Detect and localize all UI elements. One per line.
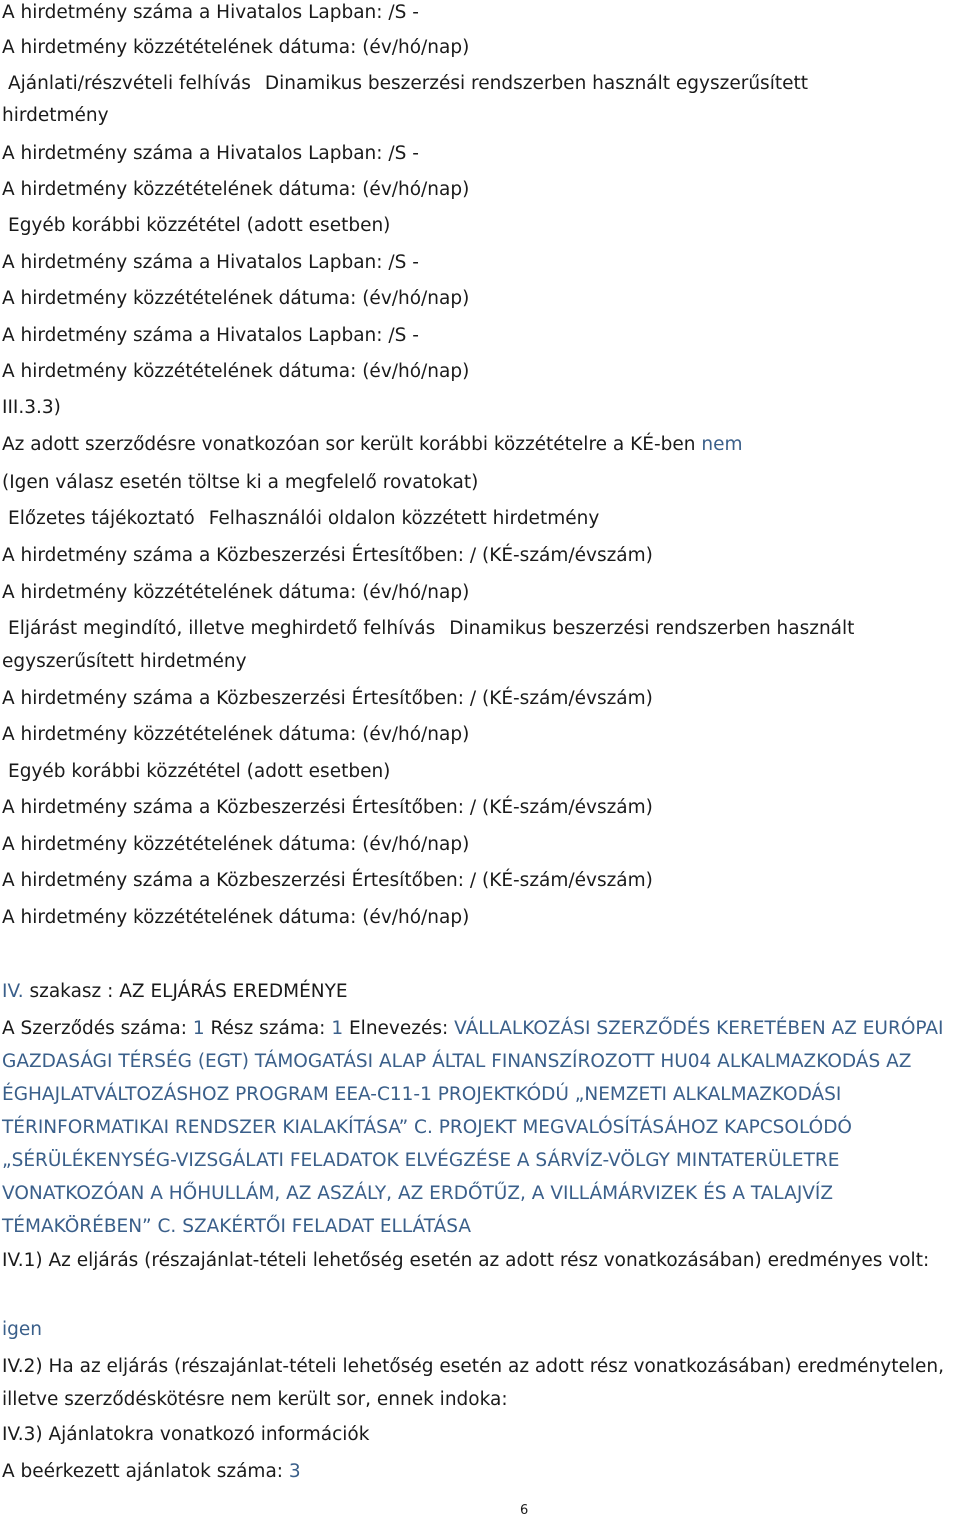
- contract-name-value: VÁLLALKOZÁSI SZERZŐDÉS KERETÉBEN AZ EURÓPAI GAZDASÁGI TÉRSÉG (EGT) TÁMOGATÁSI ALAP ÁLTAL FINANSZÍROZOTT HU04 ALKALMAZKODÁS AZ ÉGHAJLATVÁLTOZÁSHOZ PROGRAM EEA-C11-1 PROJEKTKÓDÚ „NEMZETI ALKALMAZKODÁSI TÉRINFORMATIKAI RENDSZER KIALAKÍTÁSA” C. PROJEKT MEGVALÓSÍTÁSÁHOZ KAPCSOLÓDÓ „SÉRÜLÉKENYSÉG-VIZSGÁLATI FELADATOK ELVÉGZÉSE A SÁRVÍZ-VÖLGY MINTATERÜLETRE VONATKOZÓAN A HŐHULLÁM, AZ ASZÁLY, AZ ERDŐTŰZ, A VILLÁMÁRVIZEK ÉS A TALAJVÍZ TÉMAKÖRÉBEN” C. SZAKÉRTŐI FELADAT ELLÁTÁSA: [2, 1018, 944, 1237]
- contract-name-label: Elnevezés:: [348, 1018, 449, 1039]
- procedure-call-notice: Eljárást megindító, illetve meghirdető felhívás: [8, 618, 436, 639]
- buyer-profile-notice: Felhasználói oldalon közzétett hirdetmény: [208, 508, 600, 529]
- other-publication-label: Egyéb korábbi közzététel (adott esetben): [8, 215, 391, 236]
- part-number-label: Rész száma:: [210, 1018, 326, 1039]
- notice-date: A hirdetmény közzétételének dátuma: (év/hó/nap): [2, 37, 470, 58]
- notice-number-ke: A hirdetmény száma a Közbeszerzési Értesítőben: / (KÉ-szám/évszám): [2, 797, 653, 818]
- notice-number-ke: A hirdetmény száma a Közbeszerzési Értesítőben: / (KÉ-szám/évszám): [2, 870, 653, 891]
- notice-date: A hirdetmény közzétételének dátuma: (év/hó/nap): [2, 361, 470, 382]
- notice-type-call: Ajánlati/részvételi felhívás: [8, 73, 251, 94]
- notice-number-oj: A hirdetmény száma a Hivatalos Lapban: /S -: [2, 2, 419, 23]
- procedure-dps-notice: Dinamikus beszerzési rendszerben használt: [449, 618, 855, 639]
- prior-publication-text: Az adott szerződésre vonatkozóan sor került korábbi közzétételre a KÉ-ben: [2, 434, 696, 455]
- unsuccessful-reason-question: IV.2) Ha az eljárás (részajánlat-tételi lehetőség esetén az adott rész vonatkozásában) eredménytelen, illetve szerződéskötésre nem került sor, ennek indoka:: [2, 1356, 944, 1410]
- notice-number-oj: A hirdetmény száma a Hivatalos Lapban: /S -: [2, 252, 419, 273]
- notice-date: A hirdetmény közzétételének dátuma: (év/hó/nap): [2, 724, 470, 745]
- procedure-result-question: IV.1) Az eljárás (részajánlat-tételi lehetőség esetén az adott rész vonatkozásában) eredményes volt:: [2, 1250, 930, 1271]
- section-iv-heading: szakasz : AZ ELJÁRÁS EREDMÉNYE: [29, 981, 348, 1002]
- notice-date: A hirdetmény közzétételének dátuma: (év/hó/nap): [2, 179, 470, 200]
- procedure-dps-cont: egyszerűsített hirdetmény: [2, 651, 247, 672]
- tenders-received: [2, 1461, 301, 1483]
- prior-info-notice: Előzetes tájékoztató: [8, 508, 195, 529]
- notice-type-dps: Dinamikus beszerzési rendszerben használt egyszerűsített: [264, 73, 808, 94]
- page-number: 6: [520, 1503, 529, 1518]
- part-number-value: 1: [331, 1018, 344, 1039]
- procedure-result-answer: igen: [2, 1319, 42, 1340]
- contract-number-label: A Szerződés száma:: [2, 1018, 187, 1039]
- procedure-call-row: [8, 618, 854, 640]
- notice-number-ke: A hirdetmény száma a Közbeszerzési Értesítőben: / (KÉ-szám/évszám): [2, 545, 653, 566]
- other-publication-label: Egyéb korábbi közzététel (adott esetben): [8, 761, 391, 782]
- notice-type-dps-cont: hirdetmény: [2, 105, 109, 126]
- tender-info-heading: IV.3) Ajánlatokra vonatkozó információk: [2, 1424, 370, 1445]
- prior-info-row: [8, 508, 599, 530]
- tenders-received-label: A beérkezett ajánlatok száma:: [2, 1461, 284, 1482]
- tenders-received-value: 3: [288, 1461, 301, 1482]
- notice-number-oj: A hirdetmény száma a Hivatalos Lapban: /S -: [2, 325, 419, 346]
- notice-date: A hirdetmény közzétételének dátuma: (év/hó/nap): [2, 907, 470, 928]
- prior-publication-question: [2, 434, 743, 456]
- section-ref: III.3.3): [2, 397, 61, 418]
- notice-date: A hirdetmény közzétételének dátuma: (év/hó/nap): [2, 288, 470, 309]
- section-iv-title: [2, 981, 348, 1003]
- section-iv-number: IV.: [2, 981, 24, 1002]
- contract-block: [2, 1012, 954, 1243]
- fill-hint: (Igen válasz esetén töltse ki a megfelelő rovatokat): [2, 472, 479, 493]
- notice-number-ke: A hirdetmény száma a Közbeszerzési Értesítőben: / (KÉ-szám/évszám): [2, 688, 653, 709]
- prior-publication-answer: nem: [701, 434, 743, 455]
- notice-date: A hirdetmény közzétételének dátuma: (év/hó/nap): [2, 834, 470, 855]
- notice-type-row: [8, 73, 808, 95]
- notice-number-oj: A hirdetmény száma a Hivatalos Lapban: /S -: [2, 143, 419, 164]
- contract-number-value: 1: [192, 1018, 205, 1039]
- notice-date: A hirdetmény közzétételének dátuma: (év/hó/nap): [2, 582, 470, 603]
